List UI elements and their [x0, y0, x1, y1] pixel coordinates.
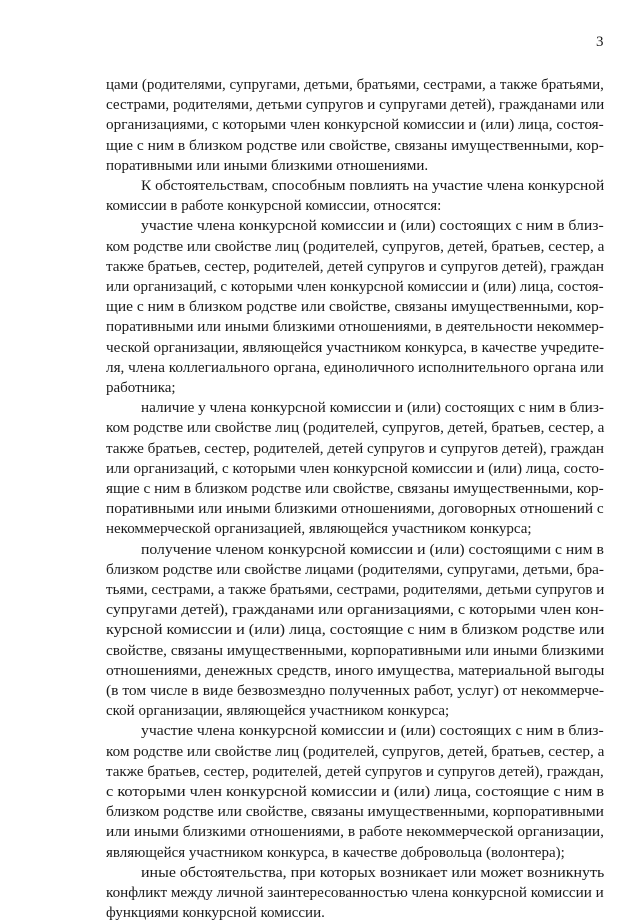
text-line: ком родстве или свойстве лиц (родителей, супругов, детей, братьев, сестер, а: [106, 743, 605, 760]
text-line: или организаций, с которыми член конкурсной комиссии и (или) лица, состоя-: [106, 279, 604, 295]
text-line: также братьев, сестер, родителей, детей супругов и супругов детей), граждан: [106, 440, 605, 457]
text-line: отношениями, денежных средств, иного имущества, материальной выгоды: [106, 662, 605, 679]
text-line: поративными или иными близкими отношениями, в деятельности некоммер-: [106, 319, 604, 336]
text-line: близком родстве или свойстве, связаны имущественными, корпоративными: [106, 804, 604, 821]
text-line: комиссии в работе конкурсной комиссии, относятся:: [106, 198, 442, 215]
text-line: также братьев, сестер, родителей, детей супругов и супругов детей), граждан: [106, 258, 605, 275]
text-line: ля, члена коллегиального органа, единоличного исполнительного органа или: [106, 359, 604, 376]
text-line: конфликт между личной заинтересованностью члена конкурсной комиссии и: [106, 885, 604, 901]
text-line: щие с ним в близком родстве или свойстве, связаны имущественными, кор-: [106, 137, 604, 154]
text-line: тьями, сестрами, а также братьями, сестрами, родителями, детьми супругов и: [106, 582, 605, 598]
text-line: участие члена конкурсной комиссии и (или) состоящих с ним в близ-: [141, 723, 604, 740]
text-line: или организаций, с которыми член конкурсной комиссии и (или) лица, состо-: [106, 460, 604, 477]
text-line: ком родстве или свойстве лиц (родителей, супругов, детей, братьев, сестер, а: [106, 238, 605, 255]
text-line: ящие с ним в близком родстве или свойстве, связаны имущественными, кор-: [106, 481, 604, 497]
text-line: курсной комиссии и (или) лица, состоящие с ним в близком родстве или: [106, 622, 605, 639]
text-line: (в том числе в виде безвозмездно полученных работ, услуг) от некоммерче-: [106, 683, 604, 699]
text-line: также братьев, сестер, родителей, детей супругов и супругов детей), граждан,: [106, 763, 604, 780]
text-line: работника;: [106, 380, 176, 396]
text-line: наличие у члена конкурсной комиссии и (или) состоящих с ним в близ-: [141, 400, 604, 417]
text-line: ческой организации, являющейся участником конкурса, в качестве учредите-: [106, 339, 605, 356]
text-line: с которыми член конкурсной комиссии и (или) лица, состоящие с ним в: [106, 784, 605, 800]
text-line: функциями конкурсной комиссии.: [106, 905, 325, 922]
text-line: некоммерческой организацией, являющейся участником конкурса;: [106, 521, 532, 538]
text-line: цами (родителями, супругами, детьми, братьями, сестрами, а также братьями,: [106, 77, 604, 93]
text-line: или иными близкими отношениями, в работе некоммерческой организации,: [106, 824, 604, 841]
text-line: К обстоятельствам, способным повлиять на участие члена конкурсной: [141, 178, 605, 194]
text-line: получение членом конкурсной комиссии и (или) состоящими с ним в: [141, 541, 604, 558]
text-line: сестрами, родителями, детьми супругов и супругами детей), гражданами или: [106, 97, 605, 114]
text-line: ком родстве или свойстве лиц (родителей, супругов, детей, братьев, сестер, а: [106, 420, 605, 437]
text-line: супругами детей), гражданами или организациями, с которыми член кон-: [106, 602, 604, 619]
page-number: 3: [596, 34, 604, 50]
text-line: участие члена конкурсной комиссии и (или) состоящих с ним в близ-: [141, 218, 604, 235]
text-line: ской организации, являющейся участником конкурса;: [106, 703, 450, 720]
text-line: щие с ним в близком родстве или свойстве, связаны имущественными, кор-: [106, 299, 604, 316]
text-line: свойстве, связаны имущественными, корпоративными или иными близкими: [106, 642, 605, 659]
text-line: близком родстве или свойстве лицами (родителями, супругами, детьми, бра-: [106, 561, 604, 578]
text-line: поративными или иными близкими отношениями, договорных отношений с: [106, 501, 604, 518]
text-line: поративными или иными близкими отношениями.: [106, 157, 429, 174]
text-line: являющейся участником конкурса, в качестве добровольца (волонтера);: [106, 844, 565, 861]
text-line: иные обстоятельства, при которых возникает или может возникнуть: [141, 864, 605, 881]
text-line: организациями, с которыми член конкурсной комиссии и (или) лица, состоя-: [106, 117, 604, 134]
